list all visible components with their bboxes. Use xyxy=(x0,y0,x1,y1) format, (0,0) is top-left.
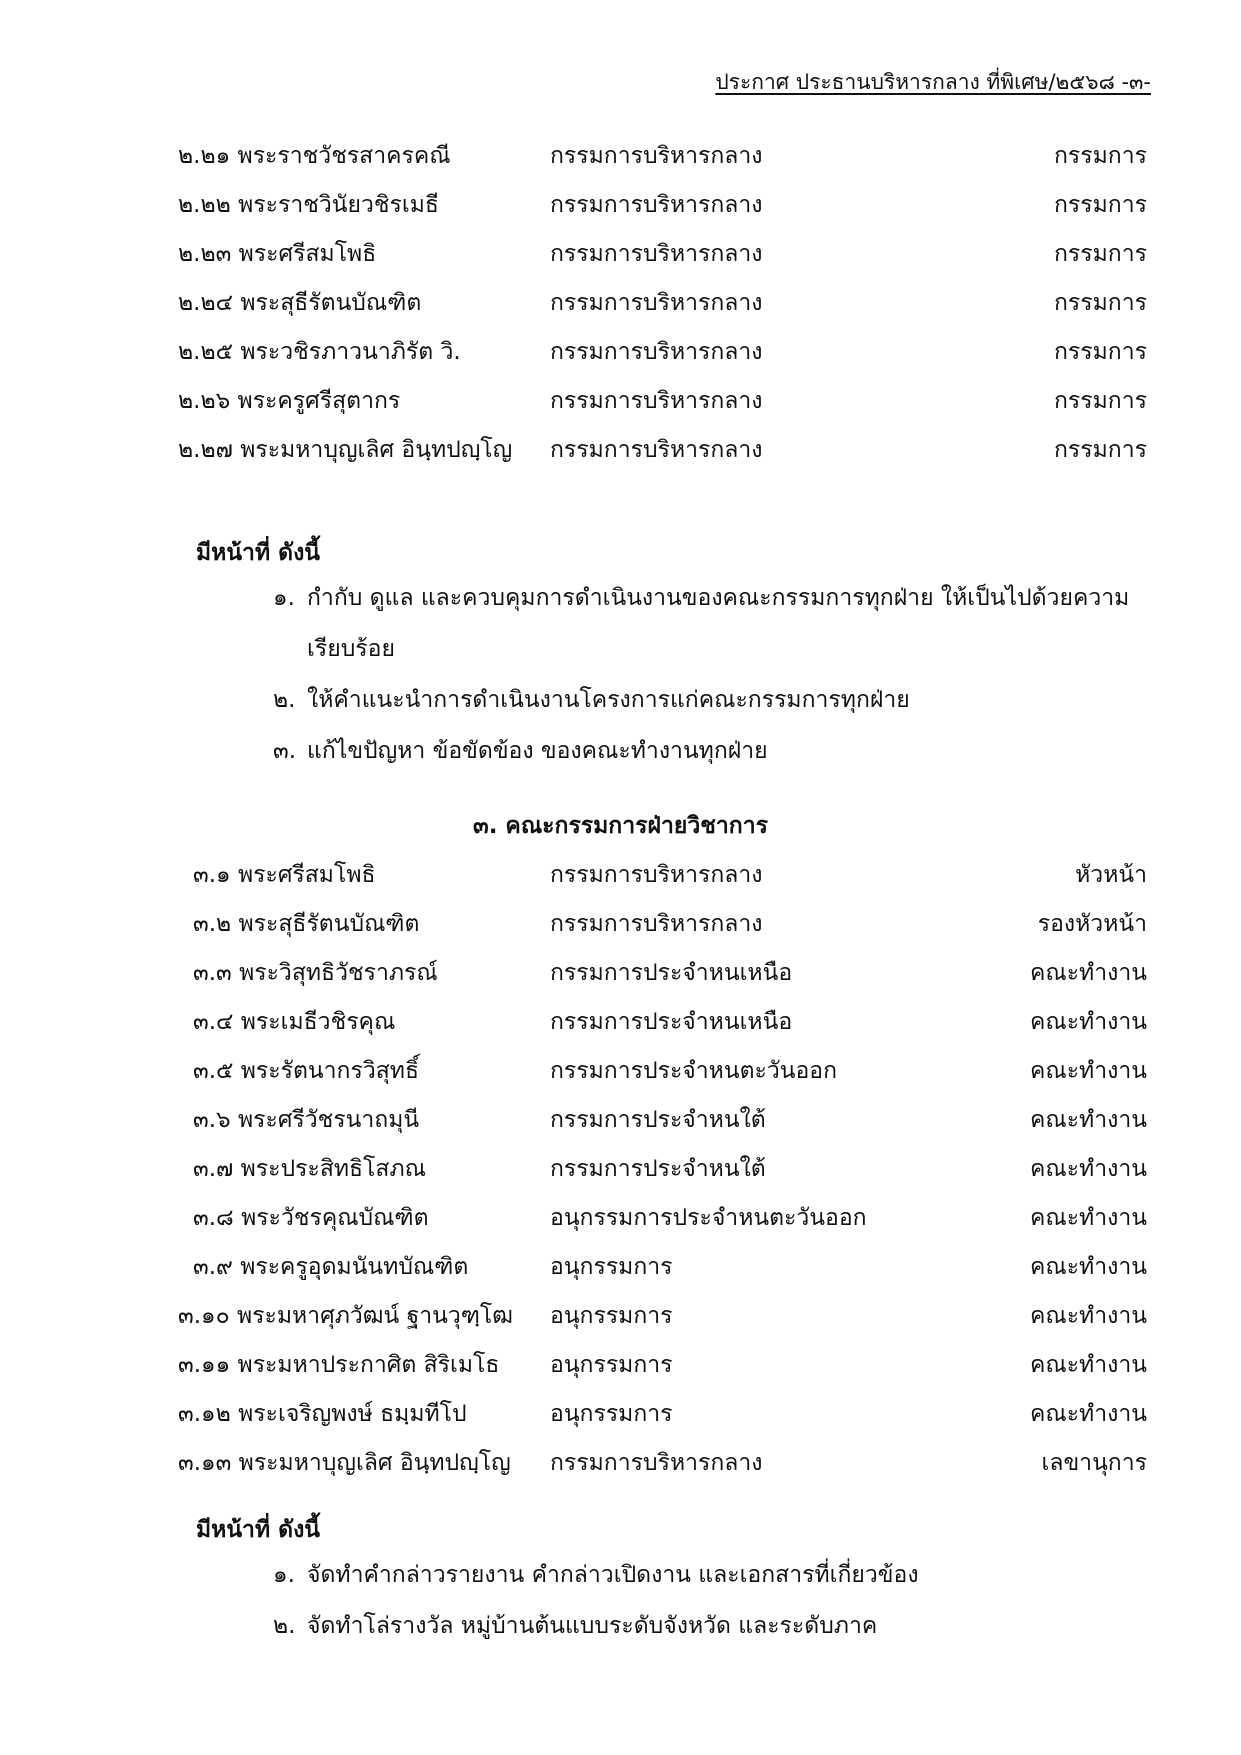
member-position: กรรมการบริหารกลาง xyxy=(550,388,763,414)
member-name: ๒.๒๕ พระวชิรภาวนาภิรัต วิ. xyxy=(178,339,461,365)
table-row xyxy=(0,1151,1241,1191)
member-name: ๓.๒ พระสุธีรัตนบัณฑิต xyxy=(193,911,420,937)
member-name: ๓.๘ พระวัชรคุณบัณฑิต xyxy=(193,1205,429,1231)
member-name: ๓.๑๐ พระมหาศุภวัฒน์ ฐานวุฑฺโฒ xyxy=(178,1303,514,1329)
member-name: ๓.๖ พระศรีวัชรนาถมุนี xyxy=(193,1107,420,1133)
member-name: ๒.๒๓ พระศรีสมโพธิ xyxy=(178,241,377,267)
member-position: กรรมการบริหารกลาง xyxy=(550,1450,763,1476)
list-item-number: ๒. xyxy=(273,1613,296,1639)
table-row xyxy=(0,1396,1241,1436)
member-role: กรรมการ xyxy=(1054,437,1147,463)
member-position: กรรมการบริหารกลาง xyxy=(550,862,763,888)
table-row xyxy=(0,1445,1241,1485)
member-role: กรรมการ xyxy=(1054,388,1147,414)
table-row xyxy=(0,1200,1241,1240)
table-row xyxy=(0,187,1241,227)
member-role: คณะทำงาน xyxy=(1029,1205,1147,1231)
member-name: ๓.๓ พระวิสุทธิวัชราภรณ์ xyxy=(193,960,438,986)
table-row xyxy=(0,1249,1241,1289)
member-position: กรรมการบริหารกลาง xyxy=(550,192,763,218)
document-header: ประกาศ ประธานบริหารกลาง ที่พิเศษ/๒๕๖๘ -๓- xyxy=(715,70,1151,94)
member-name: ๓.๑๓ พระมหาบุญเลิศ อินฺทปญฺโญ xyxy=(178,1450,511,1476)
member-position: กรรมการประจำหนใต้ xyxy=(550,1107,766,1133)
list-item-text: กำกับ ดูแล และควบคุมการดำเนินงานของคณะกรรมการทุกฝ่าย ให้เป็นไปด้วยความ xyxy=(307,585,1130,611)
member-role: หัวหน้า xyxy=(1075,862,1147,888)
member-name: ๒.๒๗ พระมหาบุญเลิศ อินฺทปญฺโญ xyxy=(178,437,513,463)
member-role: กรรมการ xyxy=(1054,192,1147,218)
list-item-number: ๓. xyxy=(273,738,297,764)
member-name: ๓.๗ พระประสิทธิโสภณ xyxy=(193,1156,426,1182)
member-role: คณะทำงาน xyxy=(1029,1009,1147,1035)
member-name: ๒.๒๑ พระราชวัชรสาครคณี xyxy=(178,143,451,169)
table-row xyxy=(0,383,1241,423)
member-role: คณะทำงาน xyxy=(1029,1401,1147,1427)
member-position: อนุกรรมการ xyxy=(550,1254,673,1280)
member-role: รองหัวหน้า xyxy=(1037,911,1147,937)
table-row xyxy=(0,285,1241,325)
member-name: ๒.๒๔ พระสุธีรัตนบัณฑิต xyxy=(178,290,422,316)
list-item-text: แก้ไขปัญหา ข้อขัดข้อง ของคณะทำงานทุกฝ่าย xyxy=(307,738,768,764)
member-position: กรรมการประจำหนเหนือ xyxy=(550,1009,793,1035)
member-name: ๓.๔ พระเมธีวชิรคุณ xyxy=(193,1009,396,1035)
table-row xyxy=(0,857,1241,897)
member-role: คณะทำงาน xyxy=(1029,1156,1147,1182)
table-row xyxy=(0,432,1241,472)
table-row xyxy=(0,236,1241,276)
member-position: กรรมการบริหารกลาง xyxy=(550,437,763,463)
member-position: กรรมการบริหารกลาง xyxy=(550,241,763,267)
section-title: ๓. คณะกรรมการฝ่ายวิชาการ xyxy=(472,813,769,839)
table-row xyxy=(0,1298,1241,1338)
list-item-text: เรียบร้อย xyxy=(307,636,395,662)
member-role: คณะทำงาน xyxy=(1029,1303,1147,1329)
member-position: กรรมการประจำหนเหนือ xyxy=(550,960,793,986)
member-position: กรรมการบริหารกลาง xyxy=(550,290,763,316)
table-row xyxy=(0,1347,1241,1387)
member-role: กรรมการ xyxy=(1054,143,1147,169)
member-role: กรรมการ xyxy=(1054,241,1147,267)
member-role: เลขานุการ xyxy=(1041,1450,1147,1476)
member-name: ๓.๕ พระรัตนากรวิสุทธิ์ xyxy=(193,1058,419,1084)
member-role: กรรมการ xyxy=(1054,290,1147,316)
member-role: คณะทำงาน xyxy=(1029,1254,1147,1280)
member-position: อนุกรรมการ xyxy=(550,1352,673,1378)
member-role: กรรมการ xyxy=(1054,339,1147,365)
member-role: คณะทำงาน xyxy=(1029,1107,1147,1133)
member-name: ๒.๒๖ พระครูศรีสุตากร xyxy=(178,388,401,414)
member-name: ๒.๒๒ พระราชวินัยวชิรเมธี xyxy=(178,192,439,218)
member-position: กรรมการบริหารกลาง xyxy=(550,911,763,937)
table-row xyxy=(0,1053,1241,1093)
member-position: อนุกรรมการ xyxy=(550,1303,673,1329)
list-item-text: ให้คำแนะนำการดำเนินงานโครงการแก่คณะกรรมการทุกฝ่าย xyxy=(307,687,910,713)
table-row xyxy=(0,906,1241,946)
member-position: อนุกรรมการ xyxy=(550,1401,673,1427)
table-row xyxy=(0,138,1241,178)
duties-heading: มีหน้าที่ ดังนี้ xyxy=(196,1517,321,1543)
member-position: กรรมการบริหารกลาง xyxy=(550,143,763,169)
table-row xyxy=(0,955,1241,995)
list-item-number: ๑. xyxy=(273,1562,295,1588)
member-role: คณะทำงาน xyxy=(1029,1352,1147,1378)
member-role: คณะทำงาน xyxy=(1029,1058,1147,1084)
member-position: กรรมการบริหารกลาง xyxy=(550,339,763,365)
table-row xyxy=(0,1102,1241,1142)
member-role: คณะทำงาน xyxy=(1029,960,1147,986)
list-item-number: ๒. xyxy=(273,687,296,713)
member-position: กรรมการประจำหนใต้ xyxy=(550,1156,766,1182)
member-position: กรรมการประจำหนตะวันออก xyxy=(550,1058,838,1084)
list-item-text: จัดทำโล่รางวัล หมู่บ้านต้นแบบระดับจังหวัด และระดับภาค xyxy=(307,1613,878,1639)
list-item-text: จัดทำคำกล่าวรายงาน คำกล่าวเปิดงาน และเอกสารที่เกี่ยวข้อง xyxy=(307,1562,919,1588)
member-name: ๓.๑ พระศรีสมโพธิ xyxy=(193,862,376,888)
member-name: ๓.๑๑ พระมหาประกาศิต สิริเมโธ xyxy=(178,1352,500,1378)
table-row xyxy=(0,334,1241,374)
list-item-number: ๑. xyxy=(273,585,295,611)
member-position: อนุกรรมการประจำหนตะวันออก xyxy=(550,1205,867,1231)
member-name: ๓.๙ พระครูอุดมนันทบัณฑิต xyxy=(193,1254,469,1280)
duties-heading: มีหน้าที่ ดังนี้ xyxy=(196,540,321,566)
member-name: ๓.๑๒ พระเจริญพงษ์ ธมฺมทีโป xyxy=(178,1401,467,1427)
table-row xyxy=(0,1004,1241,1044)
